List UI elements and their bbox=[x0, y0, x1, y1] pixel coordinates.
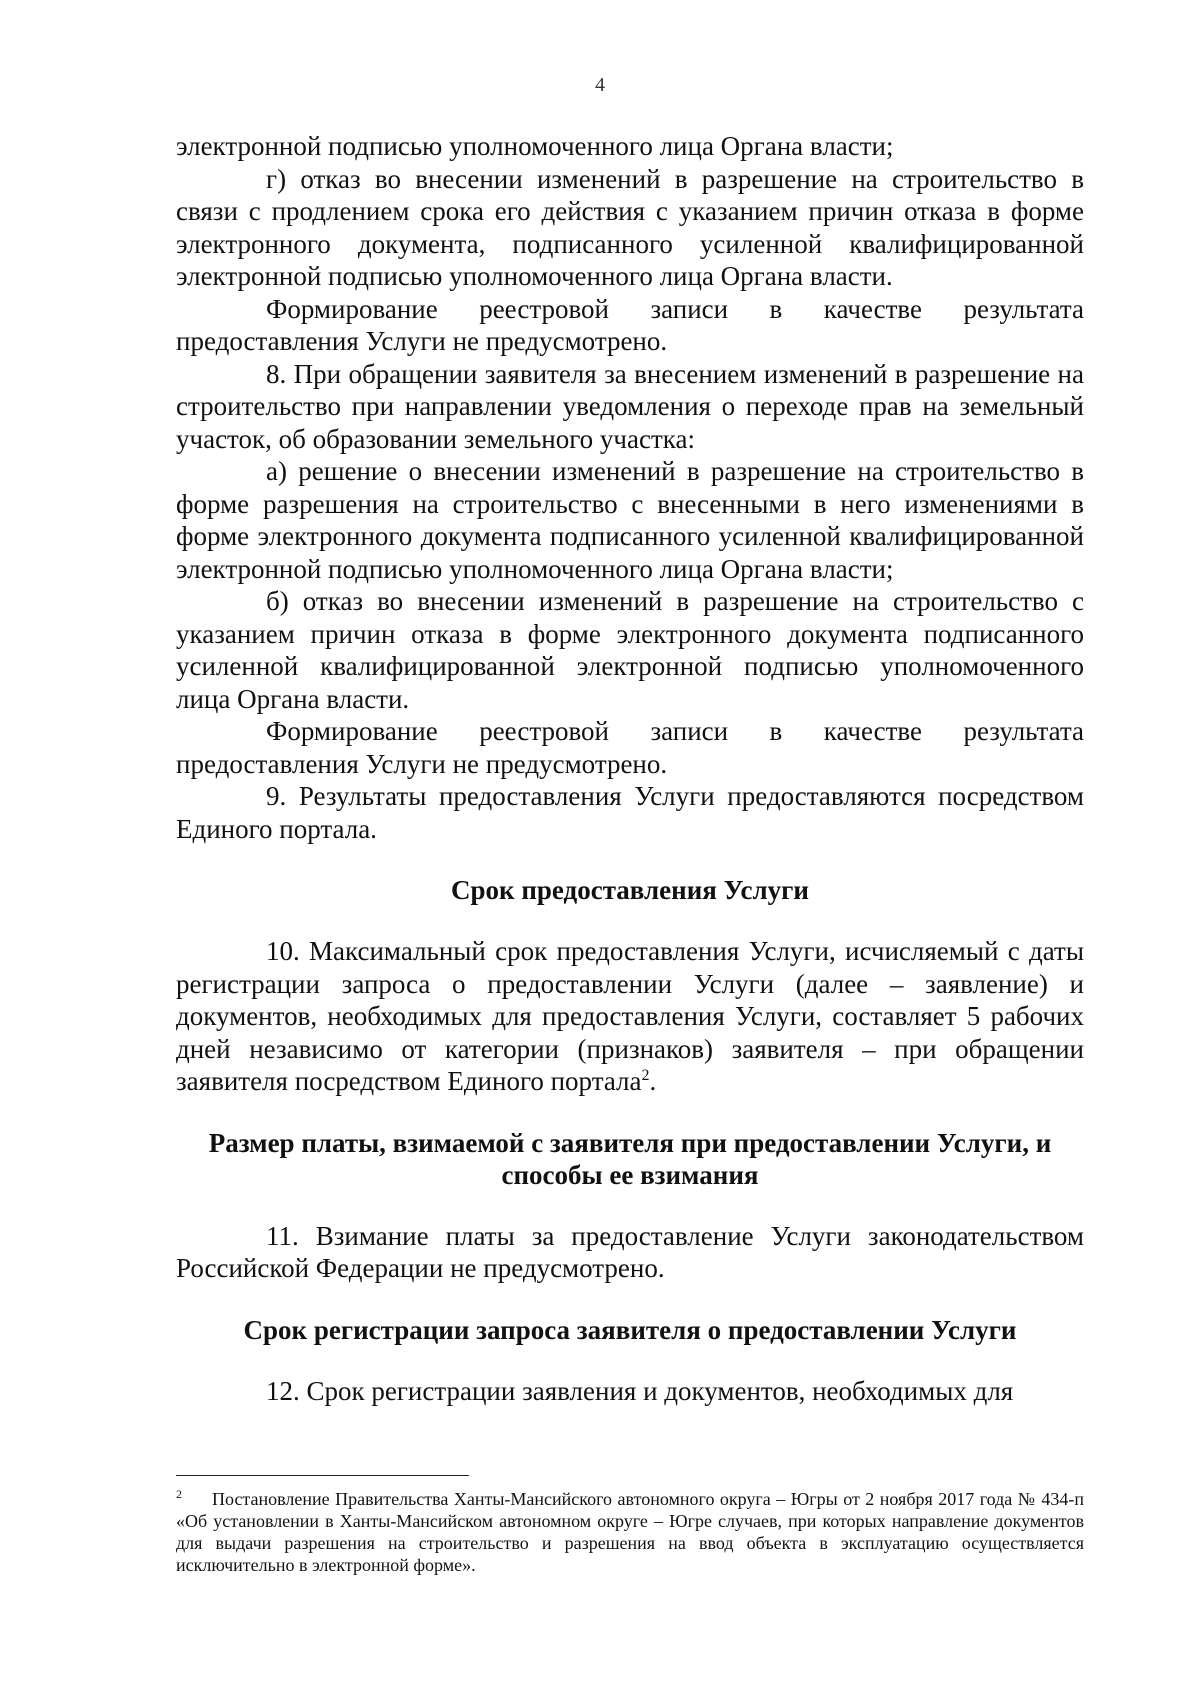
document-body bbox=[176, 130, 1084, 1407]
paragraph: Формирование реестровой записи в качестве результата предоставления Услуги не предусмотрено. bbox=[176, 716, 1084, 779]
footnote-reference[interactable]: 2 bbox=[641, 1067, 650, 1084]
paragraph: г) отказ во внесении изменений в разрешение на строительство в связи с продлением срока его действия с указанием причин отказа в форме электронного документа, подписанного усиленной квалифицированной электронной подписью уполномоченного лица Органа власти. bbox=[176, 163, 1084, 291]
paragraph: 12. Срок регистрации заявления и документов, необходимых для bbox=[266, 1375, 1014, 1406]
footnote bbox=[176, 1488, 1084, 1576]
page-number: 4 bbox=[595, 74, 605, 96]
section-heading bbox=[176, 1127, 1084, 1191]
paragraph: 9. Результаты предоставления Услуги предоставляются посредством Единого портала. bbox=[176, 781, 1084, 844]
footnote-text: Постановление Правительства Ханты-Мансийского автономного округа – Югры от 2 ноября 2017 года № 434-п «Об установлении в Ханты-Мансийском автономном округе – Югре случаев, при которых направление документов для выдачи разрешения на строительство и разрешения на ввод объекта в эксплуатацию осуществляется исключительно в электронной форме». bbox=[176, 1489, 1084, 1575]
paragraph bbox=[176, 935, 1084, 1098]
paragraph: Формирование реестровой записи в качестве результата предоставления Услуги не предусмотрено. bbox=[176, 293, 1084, 356]
heading-line: Размер платы, взимаемой с заявителя при предоставлении Услуги, и bbox=[208, 1127, 1052, 1158]
paragraph-end: . bbox=[649, 1066, 657, 1096]
paragraph: 11. Взимание платы за предоставление Услуги законодательством Российской Федерации не предусмотрено. bbox=[176, 1220, 1084, 1283]
heading-line: способы ее взимания bbox=[501, 1159, 759, 1190]
paragraph: б) отказ во внесении изменений в разрешение на строительство с указанием причин отказа в форме электронного документа подписанного усиленной квалифицированной электронной подписью уполномоченного лица Органа власти. bbox=[176, 586, 1084, 714]
paragraph-text: 10. Максимальный срок предоставления Услуги, исчисляемый с даты регистрации запроса о предоставлении Услуги (далее – заявление) и документов, необходимых для предоставления Услуги, составляет 5 рабочих дней независимо от категории (признаков) заявителя – при обращении заявителя посредством Единого портала bbox=[176, 936, 1084, 1096]
footnote-mark: 2 bbox=[176, 1487, 182, 1501]
paragraph: а) решение о внесении изменений в разрешение на строительство в форме разрешения на строительство с внесенными в него изменениями в форме электронного документа подписанного усиленной квалифицированной электронной подписью уполномоченного лица Органа власти; bbox=[176, 456, 1084, 584]
section-heading: Срок регистрации запроса заявителя о предоставлении Услуги bbox=[243, 1314, 1017, 1345]
footnote-separator bbox=[176, 1475, 469, 1476]
paragraph: 8. При обращении заявителя за внесением изменений в разрешение на строительство при направлении уведомления о переходе прав на земельный участок, об образовании земельного участка: bbox=[176, 358, 1084, 454]
paragraph: электронной подписью уполномоченного лица Органа власти; bbox=[176, 131, 894, 161]
section-heading: Срок предоставления Услуги bbox=[451, 875, 809, 905]
